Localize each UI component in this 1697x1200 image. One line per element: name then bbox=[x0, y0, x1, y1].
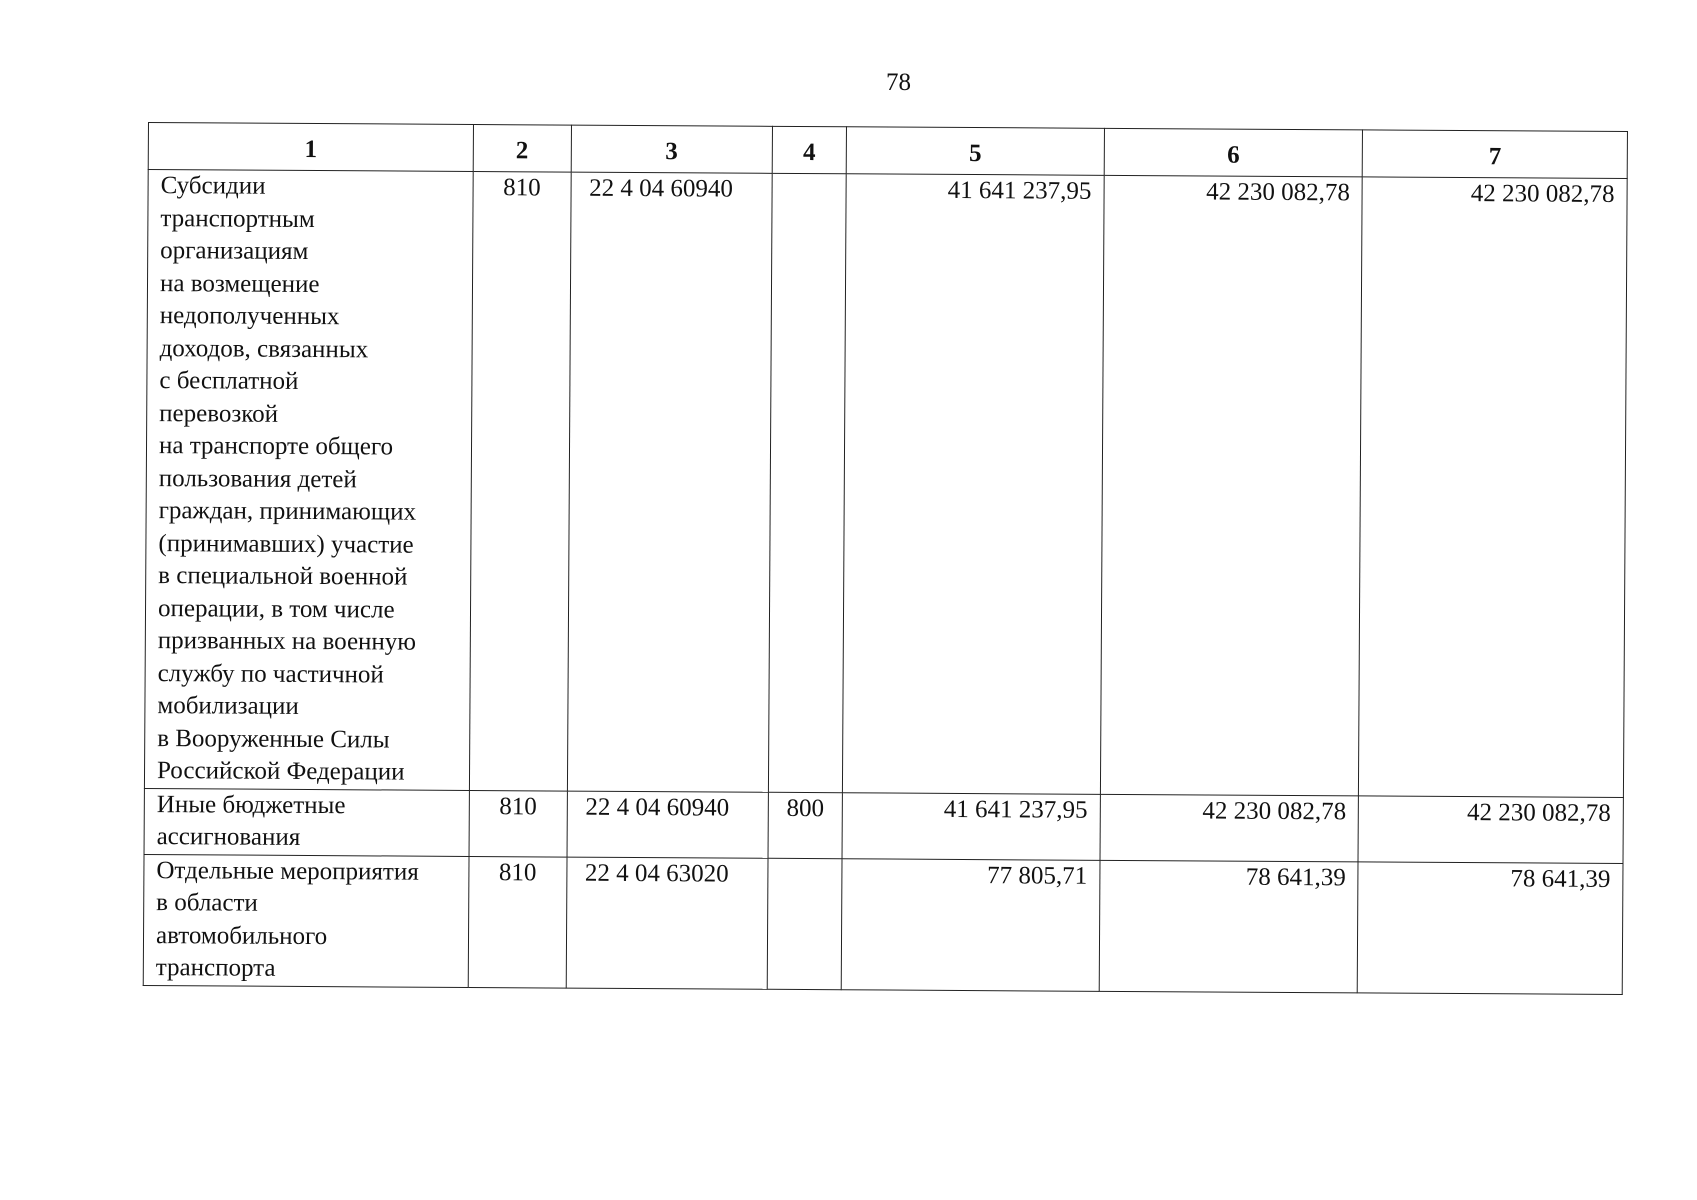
cell-col-4 bbox=[767, 858, 842, 989]
table-row bbox=[144, 170, 1627, 798]
name-line: операции, в том числе bbox=[157, 594, 395, 624]
header-col-6: 6 bbox=[1104, 128, 1363, 177]
name-line: Отдельные мероприятия bbox=[156, 856, 419, 886]
name-line: призванных на военную bbox=[157, 627, 417, 656]
name-line: мобилизации bbox=[157, 692, 299, 720]
table-body bbox=[143, 170, 1627, 995]
cell-col-4 bbox=[768, 173, 846, 792]
cell-col-6: 78 641,39 bbox=[1099, 860, 1358, 993]
cell-col-2: 810 bbox=[469, 171, 570, 790]
cell-col-5: 41 641 237,95 bbox=[842, 792, 1100, 860]
name-line: граждан, принимающих bbox=[158, 497, 417, 526]
name-line: перевозкой bbox=[159, 399, 279, 428]
header-col-7: 7 bbox=[1363, 130, 1628, 179]
name-line: (принимавших) участие bbox=[158, 529, 414, 559]
row-name-cell bbox=[143, 854, 469, 987]
name-line: Субсидии bbox=[160, 172, 266, 200]
row-name-cell bbox=[144, 170, 473, 790]
name-line: в Вооруженные Силы bbox=[157, 724, 390, 753]
name-line: службу по частичной bbox=[157, 659, 384, 688]
cell-col-2: 810 bbox=[468, 856, 566, 988]
name-line: на транспорте общего bbox=[158, 432, 394, 461]
cell-col-3: 22 4 04 63020 bbox=[566, 857, 768, 989]
header-col-3: 3 bbox=[571, 125, 773, 173]
page-number: 78 bbox=[886, 69, 911, 96]
name-line: доходов, связанных bbox=[159, 334, 369, 363]
table-row bbox=[143, 854, 1623, 994]
cell-col-2: 810 bbox=[469, 790, 567, 857]
name-line: автомобильного bbox=[155, 921, 328, 950]
name-line: Российской Федерации bbox=[156, 757, 405, 786]
name-line: в специальной военной bbox=[158, 562, 408, 591]
cell-col-7: 42 230 082,78 bbox=[1358, 795, 1623, 863]
cell-col-6: 42 230 082,78 bbox=[1100, 794, 1359, 862]
header-col-5: 5 bbox=[846, 127, 1104, 176]
cell-col-3: 22 4 04 60940 bbox=[567, 172, 772, 792]
cell-col-4: 800 bbox=[768, 792, 843, 858]
name-line: пользования детей bbox=[158, 464, 357, 493]
cell-col-3: 22 4 04 60940 bbox=[567, 791, 769, 858]
name-line: недополученных bbox=[159, 302, 340, 331]
cell-col-5: 77 805,71 bbox=[841, 858, 1099, 991]
header-col-2: 2 bbox=[473, 124, 571, 172]
header-col-1: 1 bbox=[148, 123, 473, 172]
cell-col-5: 41 641 237,95 bbox=[843, 174, 1104, 794]
name-line: в области bbox=[156, 889, 258, 917]
name-line: Иные бюджетные bbox=[156, 790, 346, 819]
budget-table bbox=[143, 122, 1628, 995]
name-line: транспортным bbox=[160, 204, 315, 233]
cell-col-7: 78 641,39 bbox=[1358, 861, 1623, 994]
name-line: на возмещение bbox=[159, 269, 320, 298]
cell-col-7: 42 230 082,78 bbox=[1359, 177, 1627, 797]
table-row bbox=[144, 788, 1623, 863]
name-line: транспорта bbox=[155, 954, 276, 982]
cell-col-6: 42 230 082,78 bbox=[1100, 175, 1362, 795]
name-line: ассигнования bbox=[156, 823, 301, 851]
name-line: организациям bbox=[160, 237, 309, 265]
header-col-4: 4 bbox=[772, 126, 847, 173]
row-name-cell bbox=[144, 788, 469, 856]
name-line: с бесплатной bbox=[159, 367, 299, 395]
